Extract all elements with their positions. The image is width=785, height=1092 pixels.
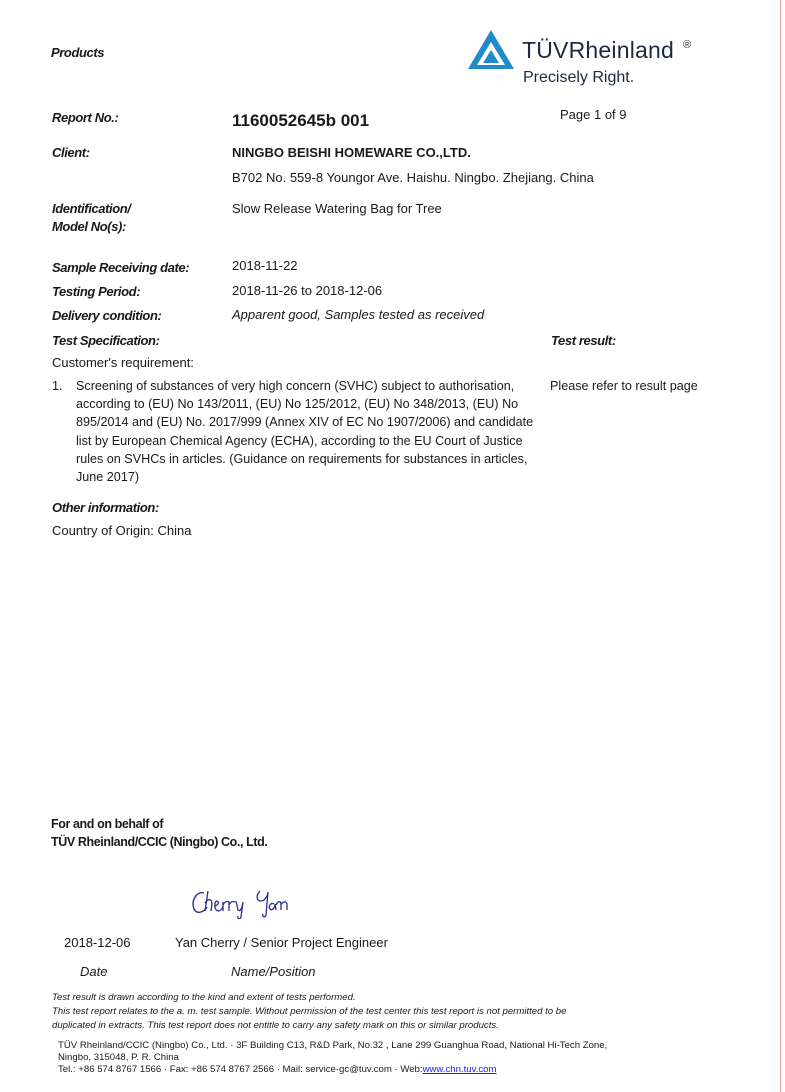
company-address-2: Ningbo, 315048, P. R. China [58,1052,179,1063]
testing-period-label: Testing Period: [52,284,141,299]
footnote-2: This test report relates to the a. m. test sample. Without permission of the test center this test report is not permitted to be [52,1006,567,1017]
other-information-label: Other information: [52,500,159,515]
identification-value: Slow Release Watering Bag for Tree [232,201,442,216]
date-label: Date [80,964,108,979]
footnote-3: duplicated in extracts. This test report does not entitle to carry any safety mark on this or similar products. [52,1020,499,1031]
sample-receiving-label: Sample Receiving date: [52,260,190,275]
client-name: NINGBO BEISHI HOMEWARE CO.,LTD. [232,145,471,160]
tuv-logo [466,28,706,92]
spec-number: 1. [52,379,63,393]
delivery-condition-label: Delivery condition: [52,308,162,323]
test-specification-label: Test Specification: [52,333,160,348]
report-no-label: Report No.: [52,110,119,125]
brand-name: TÜVRheinland [522,37,674,63]
behalf-line-2: TÜV Rheinland/CCIC (Ningbo) Co., Ltd. [51,835,268,849]
signature [190,885,310,919]
spec-text: Screening of substances of very high concern (SVHC) subject to authorisation, according to (EU) No 143/2011, (EU) No 125/2012, (EU) No 348/2013, (EU) No 895/2014 and (EU) No. 2017/999 (Annex XIV of EC No 1907/2006) and candidate list by European Chemical Agency (ECHA), according to the EU Court of Justice rules on SVHCs in articles. (Guidance on requirements for substances in articles, June 2017) [76,379,534,485]
contact-details: Tel.: +86 574 8767 1566 · Fax: +86 574 8767 2566 · Mail: service-gc@tuv.com · Web: [58,1064,423,1075]
page-edge-line [780,0,781,1092]
report-no-value: 1160052645b 001 [232,111,370,130]
signature-date: 2018-12-06 [64,935,131,950]
company-address-1: TÜV Rheinland/CCIC (Ningbo) Co., Ltd. · 3F Building C13, R&D Park, No.32 , Lane 299 Guanghua Road, National Hi-Tech Zone, [58,1040,608,1051]
customer-requirement: Customer's requirement: [52,355,194,370]
page-indicator: Page 1 of 9 [560,107,627,122]
website-link[interactable]: www.chn.tuv.com [422,1064,497,1075]
model-no-label: Model No(s): [52,219,126,234]
other-information-value: Country of Origin: China [52,523,192,538]
behalf-line-1: For and on behalf of [51,817,164,831]
name-position-label: Name/Position [231,964,316,979]
identification-label: Identification/ [52,201,131,216]
spec-list [52,377,542,486]
triangle-logo-icon [466,28,516,72]
sample-receiving-value: 2018-11-22 [232,258,298,273]
brand-tagline: Precisely Right. [523,69,635,86]
section-label: Products [51,45,105,60]
registered-mark: ® [683,39,692,51]
testing-period-value: 2018-11-26 to 2018-12-06 [232,283,383,298]
client-label: Client: [52,145,90,160]
delivery-condition-value: Apparent good, Samples tested as received [232,307,485,322]
spec-item [52,377,542,486]
spec-result: Please refer to result page [550,379,698,393]
client-address: B702 No. 559-8 Youngor Ave. Haishu. Ningbo. Zhejiang. China [232,170,594,185]
company-contact [58,1064,497,1076]
signature-name-position: Yan Cherry / Senior Project Engineer [175,935,388,950]
footnote-1: Test result is drawn according to the kind and extent of tests performed. [52,992,356,1003]
test-result-label: Test result: [551,333,616,348]
